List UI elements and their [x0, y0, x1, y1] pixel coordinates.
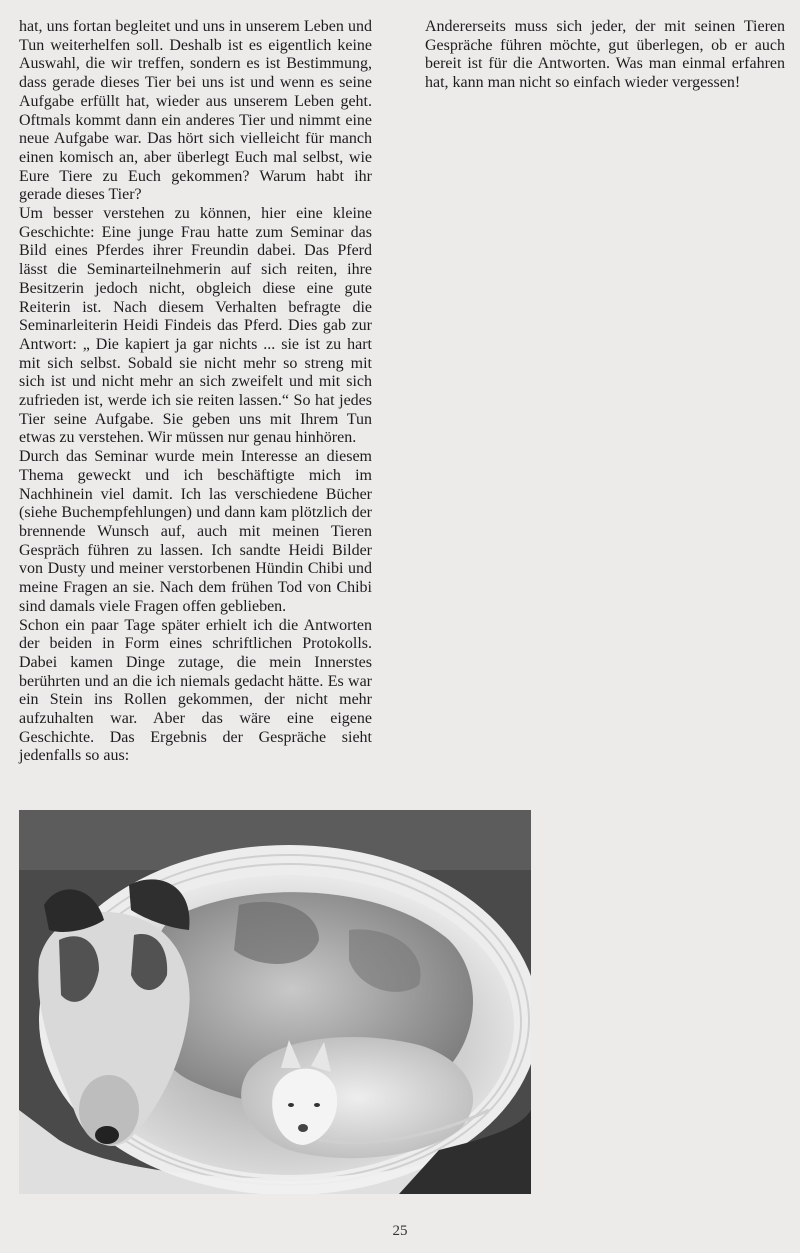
- paragraph-1: hat, uns fortan begleitet und uns in unserem Leben und Tun weiterhelfen soll. Deshalb ist es eigentlich keine Auswahl, die wir treffen, sondern es ist Bestimmung, dass gerade dieses Tier bei uns ist und wenn es seine Aufgabe erfüllt hat, wieder aus unserem Leben geht. Oftmals kommt dann ein anderes Tier und nimmt eine neue Aufgabe war. Das hört sich vielleicht für manch einen komisch an, aber überlegt Euch mal selbst, wie Eure Tiere zu Euch gekommen? Warum habt ihr gerade dieses Tier?: [19, 18, 372, 204]
- dogs-photo: [19, 810, 531, 1194]
- paragraph-3: Durch das Seminar wurde mein Interesse an diesem Thema geweckt und ich beschäftigte mich im Nachhinein viel damit. Ich las verschiedene Bücher (siehe Buchempfehlungen) und dann kam plötzlich der brennende Wunsch auf, auch mit meinen Tieren Gespräch führen zu lassen. Ich sandte Heidi Bilder von Dusty und meiner verstorbenen Hündin Chibi und meine Fragen an sie. Nach dem frühen Tod von Chibi sind damals viele Fragen offen geblieben.: [19, 448, 372, 615]
- paragraph-right-1: Andererseits muss sich jeder, der mit seinen Tieren Gespräche führen möchte, gut überlegen, ob er auch bereit ist für die Antworten. Was man einmal erfahren hat, kann man nicht so einfach wieder vergessen!: [425, 18, 785, 92]
- paragraph-4: Schon ein paar Tage später erhielt ich die Antworten der beiden in Form eines schriftlichen Protokolls. Dabei kamen Dinge zutage, die mein Innerstes berührten und an die ich niemals gedacht hätte. Es war ein Stein ins Rollen gekommen, der nicht mehr aufzuhalten war. Aber das wäre eine eigene Geschichte. Das Ergebnis der Gespräche sieht jedenfalls so aus:: [19, 616, 372, 765]
- right-text-column: [425, 18, 785, 93]
- page-number: 25: [392, 1223, 408, 1239]
- dogs-in-basket-image: [19, 810, 531, 1194]
- left-text-column: [19, 18, 372, 766]
- paragraph-2: Um besser verstehen zu können, hier eine kleine Geschichte: Eine junge Frau hatte zum Seminar das Bild eines Pferdes ihrer Freundin dabei. Das Pferd lässt die Seminarteilnehmerin auf sich reiten, ihre Besitzerin jedoch nicht, obgleich diese eine gute Reiterin ist. Nach diesem Verhalten befragte die Seminarleiterin Heidi Findeis das Pferd. Dies gab zur Antwort: „ Die kapiert ja gar nichts ... sie ist zu hart mit sich selbst. Sobald sie nicht mehr so streng mit sich ist und nicht mehr an sich zweifelt und mit sich zufrieden ist, werde ich sie reiten lassen.“ So hat jedes Tier seine Aufgabe. Sie geben uns mit Ihrem Tun etwas zu verstehen. Wir müssen nur genau hinhören.: [19, 205, 372, 447]
